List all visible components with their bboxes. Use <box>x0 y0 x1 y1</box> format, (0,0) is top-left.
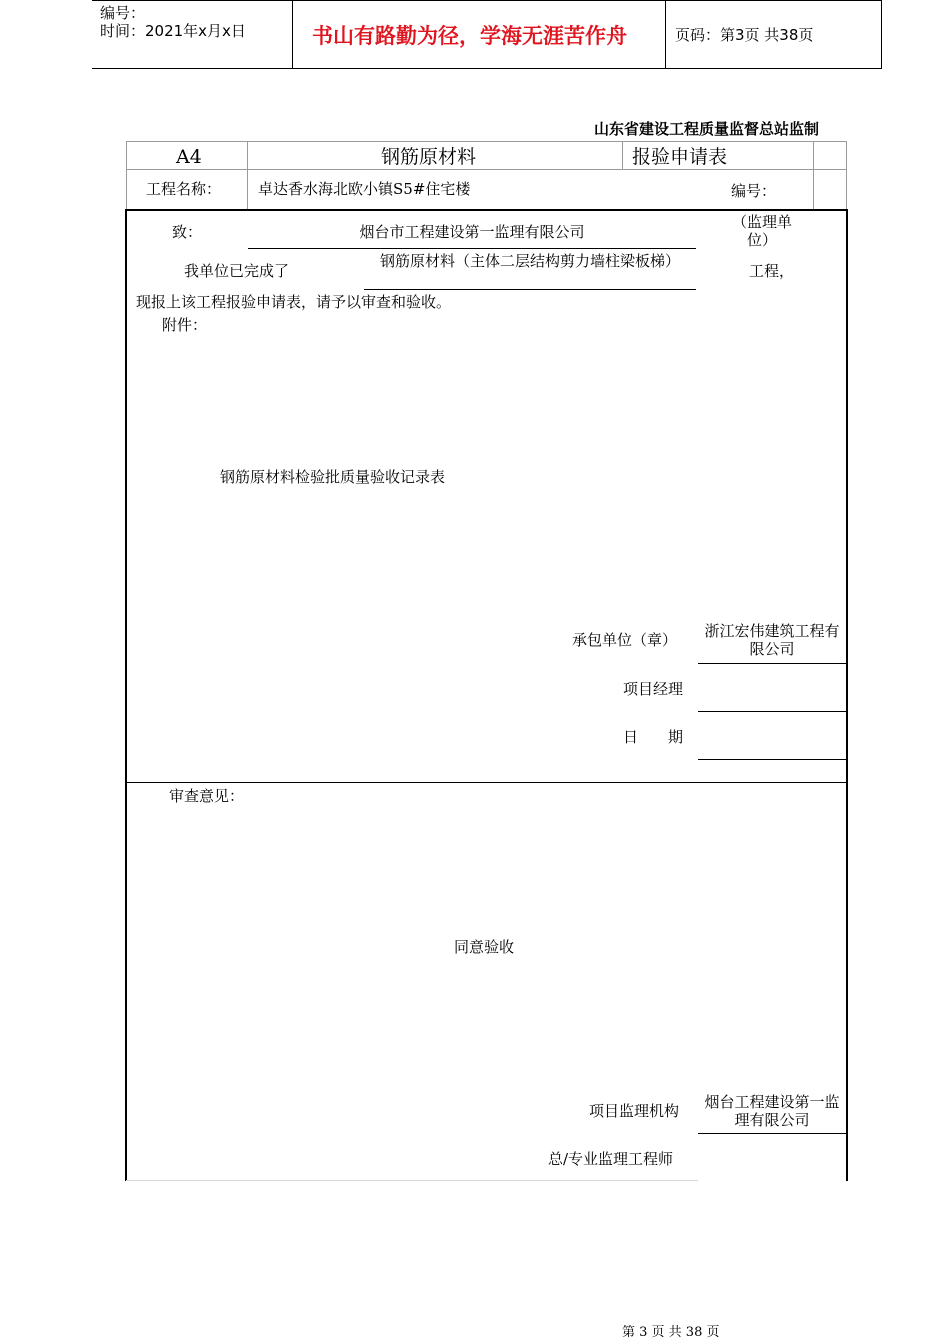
project-name-label: 工程名称： <box>146 180 222 198</box>
engineer-baseline-gray <box>126 1180 698 1181</box>
manager-label: 项目经理 <box>623 680 684 698</box>
motto-text: 书山有路勤为径，学海无涯苦作舟 <box>312 24 627 48</box>
supervisor-note: （监理单位） <box>731 213 792 249</box>
attachment-item: 钢筋原材料检验批质量验收记录表 <box>220 468 446 486</box>
form-title-part2: 报验申请表 <box>632 146 728 168</box>
statement-text: 现报上该工程报验申请表，请予以审查和验收。 <box>136 293 452 311</box>
contractor-underline <box>698 663 846 664</box>
project-name-value: 卓达香水海北欧小镇S5#住宅楼 <box>258 180 471 198</box>
to-label: 致： <box>172 223 203 241</box>
completed-underline <box>364 289 696 290</box>
serial-label: 编号： <box>100 4 146 22</box>
issuer-text: 山东省建设工程质量监督总站监制 <box>594 120 820 138</box>
form-top-line <box>126 141 846 142</box>
to-underline <box>248 248 696 249</box>
form-left-gray <box>126 141 127 209</box>
to-value: 烟台市工程建设第一监理有限公司 <box>359 223 585 241</box>
header-divider-left <box>292 0 293 68</box>
box-top-border <box>125 209 848 211</box>
org-underline <box>698 1133 846 1134</box>
completed-value: 钢筋原材料（主体二层结构剪力墙柱梁板梯） <box>379 252 680 270</box>
form-col2-line <box>622 141 623 169</box>
engineer-label: 总/专业监理工程师 <box>548 1150 674 1168</box>
form-col1-line <box>247 141 248 209</box>
header-right-edge <box>881 0 882 68</box>
form-right-gray <box>846 141 847 209</box>
contractor-value: 浙江宏伟建筑工程有限公司 <box>704 622 840 658</box>
org-value: 烟台工程建设第一监理有限公司 <box>704 1093 840 1129</box>
header-divider-right <box>665 0 666 68</box>
header-top-line <box>92 0 882 1</box>
date-label: 日 期 <box>623 728 684 746</box>
completed-label: 我单位已完成了 <box>184 262 290 280</box>
form-code: A4 <box>176 146 202 168</box>
box-left-border <box>125 209 127 1181</box>
form-col3-line <box>813 141 814 209</box>
review-label: 审查意见： <box>169 787 245 805</box>
form-title-part1: 钢筋原材料 <box>381 146 477 168</box>
review-opinion: 同意验收 <box>454 938 515 956</box>
form-row1-line <box>126 169 846 170</box>
header-bottom-line <box>92 68 882 69</box>
manager-underline <box>698 711 846 712</box>
contractor-label: 承包单位（章） <box>572 631 678 649</box>
footer-page-text: 第 3 页 共 38 页 <box>622 1325 720 1340</box>
project-suffix: 工程， <box>749 262 795 280</box>
org-label: 项目监理机构 <box>589 1102 680 1120</box>
page-label: 页码：第3页 共38页 <box>675 26 814 44</box>
attachment-label: 附件： <box>162 316 208 334</box>
time-label: 时间：2021年x月x日 <box>100 22 246 40</box>
number-label: 编号： <box>731 182 777 200</box>
date-underline <box>698 759 846 760</box>
section-divider <box>126 782 847 783</box>
box-right-border <box>846 209 848 1181</box>
